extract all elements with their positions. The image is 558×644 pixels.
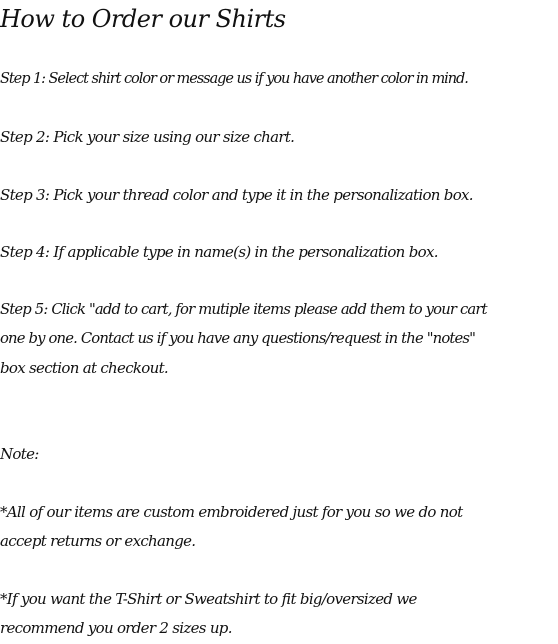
note-2-line-2: recommend you order 2 sizes up.	[0, 619, 232, 637]
step-1-text: Step 1: Select shirt color or message us if you have another color in mind.	[0, 71, 468, 87]
note-label: Note:	[0, 445, 39, 463]
step-4-text: Step 4: If applicable type in name(s) in the personalization box.	[0, 243, 438, 261]
note-1-line-2: accept returns or exchange.	[0, 532, 196, 550]
step-5-text-line-1: Step 5: Click "add to cart, for mutiple items please add them to your cart	[0, 301, 487, 318]
step-2-text: Step 2: Pick your size using our size chart.	[0, 128, 295, 146]
step-5-text-line-3: box section at checkout.	[0, 359, 168, 377]
note-2-line-1: *If you want the T-Shirt or Sweatshirt to fit big/oversized we	[0, 590, 417, 608]
page-title: How to Order our Shirts	[0, 5, 286, 33]
step-5-text-line-2: one by one. Contact us if you have any questions/request in the "notes"	[0, 330, 476, 347]
step-3-text: Step 3: Pick your thread color and type it in the personalization box.	[0, 186, 473, 204]
note-1-line-1: *All of our items are custom embroidered just for you so we do not	[0, 503, 463, 521]
